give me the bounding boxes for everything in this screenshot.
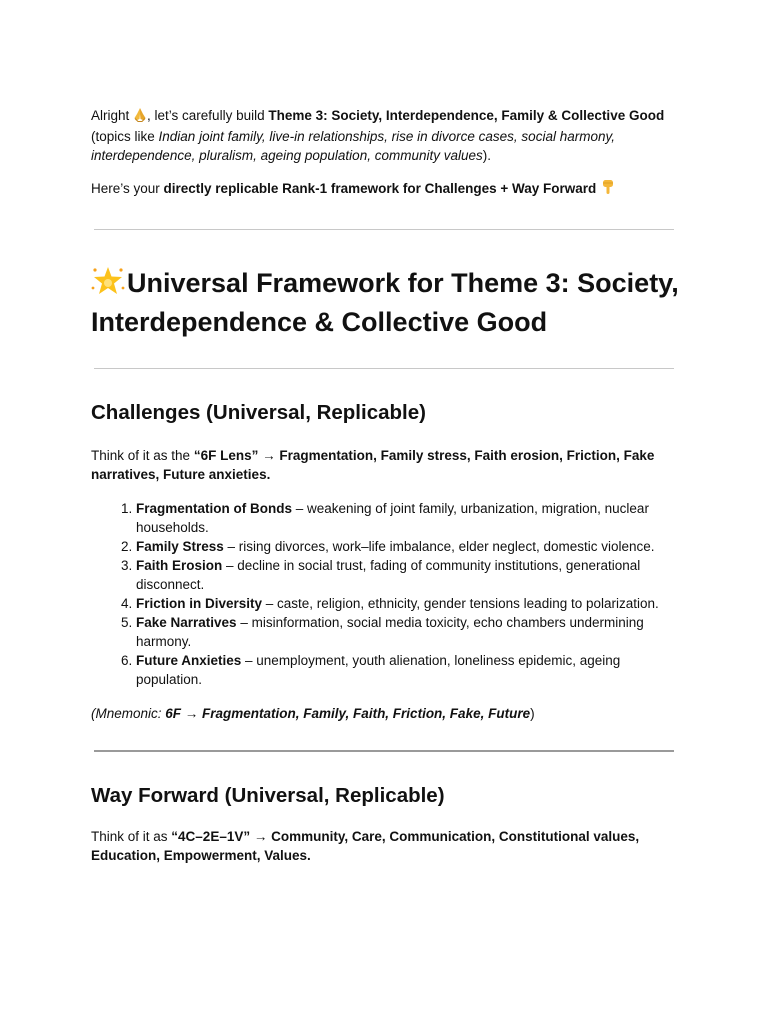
list-item-title: Fragmentation of Bonds: [136, 501, 292, 516]
glowing-star-icon: [91, 266, 125, 296]
main-heading: [91, 264, 681, 342]
intro-text: ).: [482, 148, 491, 163]
folded-hands-icon: [133, 106, 147, 127]
four-c-two-e-one-v: “4C–2E–1V” → Community, Care, Communication, Constitutional values, Education, Empowerment, Values.: [91, 829, 640, 863]
list-item: [136, 651, 681, 689]
intro-text: , let’s carefully build: [147, 108, 269, 123]
list-item-title: Fake Narratives: [136, 615, 237, 630]
list-item-desc: – caste, religion, ethnicity, gender tensions leading to polarization.: [262, 596, 659, 611]
mnemonic-text: ): [530, 706, 535, 721]
divider: [94, 368, 674, 369]
framework-intro: [91, 179, 681, 200]
document-content: [91, 106, 681, 865]
mnemonic: [91, 704, 681, 723]
framework-intro-text: Here’s your: [91, 181, 164, 196]
list-item: [136, 499, 681, 537]
challenges-intro-text: Think of it as the: [91, 448, 194, 463]
intro-paragraph: [91, 106, 681, 165]
theme-title: Theme 3: Society, Interdependence, Family & Collective Good: [268, 108, 665, 123]
topics-list: Indian joint family, live-in relationships, rise in divorce cases, social harmony, interdependence, pluralism, ageing population, community values: [91, 129, 615, 163]
list-item: [136, 594, 681, 613]
six-f-lens: “6F Lens” → Fragmentation, Family stress, Faith erosion, Friction, Fake narratives, Future anxieties.: [91, 448, 655, 482]
challenges-intro: [91, 446, 681, 484]
intro-text: Alright: [91, 108, 134, 123]
list-item-title: Faith Erosion: [136, 558, 223, 573]
list-item-desc: – decline in social trust, fading of community institutions, generational disconnect.: [136, 558, 641, 592]
main-heading-text: Universal Framework for Theme 3: Society, Interdependence & Collective Good: [91, 268, 679, 337]
divider: [94, 229, 674, 230]
mnemonic-text: (Mnemonic:: [91, 706, 166, 721]
list-item-desc: – weakening of joint family, urbanization, migration, nuclear households.: [136, 501, 649, 535]
pointing-down-icon: [600, 179, 616, 200]
challenges-heading: Challenges (Universal, Replicable): [91, 401, 426, 424]
way-forward-intro-text: Think of it as: [91, 829, 172, 844]
mnemonic-bold: 6F → Fragmentation, Family, Faith, Friction, Fake, Future: [165, 706, 531, 721]
list-item: [136, 613, 681, 651]
list-item-title: Friction in Diversity: [136, 596, 263, 611]
list-item-desc: – rising divorces, work–life imbalance, elder neglect, domestic violence.: [223, 539, 655, 554]
list-item: [136, 537, 681, 556]
way-forward-intro: [91, 827, 681, 865]
list-item-desc: – misinformation, social media toxicity, echo chambers undermining harmony.: [136, 615, 644, 649]
challenges-list: [91, 499, 681, 689]
divider: [94, 750, 674, 752]
list-item-desc: – unemployment, youth alienation, loneliness epidemic, ageing population.: [136, 653, 621, 687]
list-item-title: Family Stress: [136, 539, 224, 554]
list-item-title: Future Anxieties: [136, 653, 242, 668]
framework-intro-bold: directly replicable Rank-1 framework for Challenges + Way Forward: [163, 181, 597, 196]
intro-text: (topics like: [91, 129, 159, 144]
way-forward-heading: Way Forward (Universal, Replicable): [91, 784, 445, 807]
list-item: [136, 556, 681, 594]
